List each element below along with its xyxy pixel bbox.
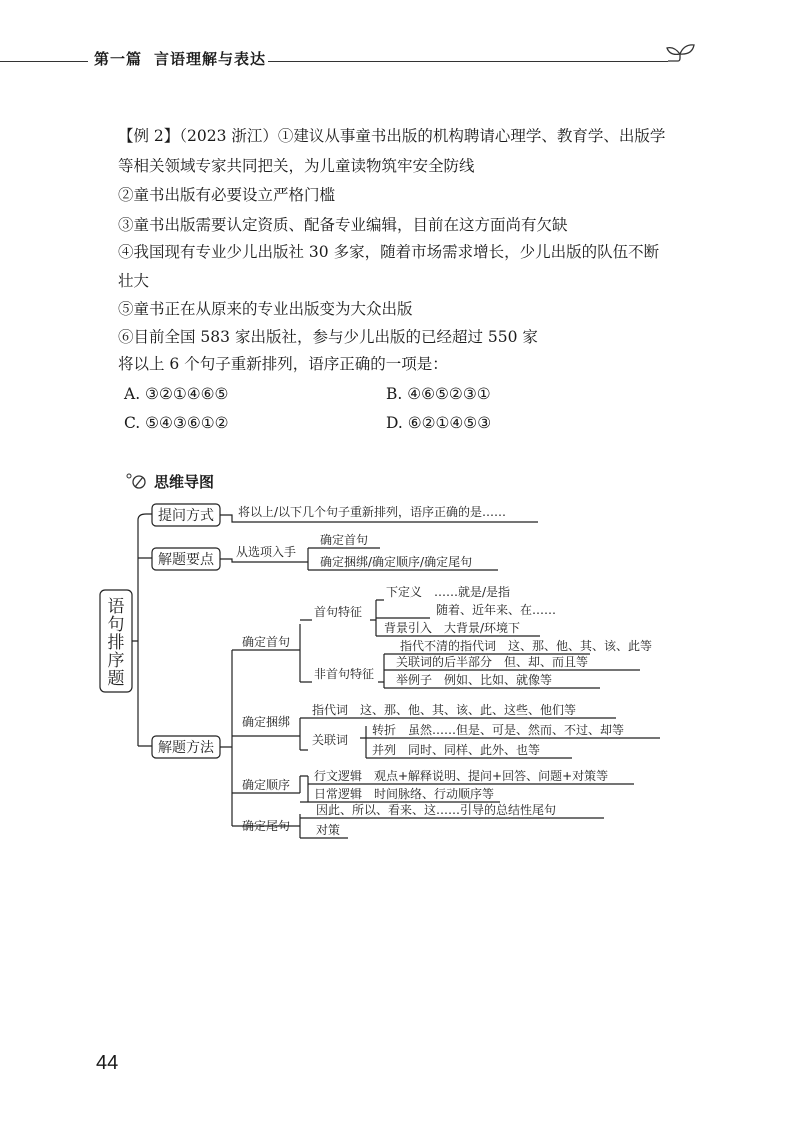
example-source: （2023 浙江）: [179, 127, 278, 145]
branch-1-text: 将以上/以下几个句子重新排列，语序正确的是……: [238, 505, 507, 519]
first-feat-title: 首句特征: [314, 605, 363, 619]
option-d: D. ⑥②①④⑤③: [386, 414, 492, 432]
branch-3-spine: [220, 650, 300, 826]
page-number: 44: [96, 1052, 119, 1074]
sentence-5: ⑤童书正在从原来的专业出版变为大众出版: [118, 300, 413, 318]
bind-pronoun: 指代词 这、那、他、其、该、此、这些、他们等: [312, 703, 577, 717]
bind-conj-title: 关联词: [312, 733, 349, 747]
sentence-4: ④我国现有专业少儿出版社 30 多家，随着市场需求增长，少儿出版的队伍不断: [118, 243, 660, 261]
root-char-3: 排: [107, 633, 125, 653]
order-item-1: 行文逻辑 观点+解释说明、提问+回答、问题+对策等: [314, 769, 609, 783]
branch-2-item-2: 确定捆绑/确定顺序/确定尾句: [320, 555, 473, 569]
conj-item-1: 转折 虽然……但是、可是、然而、不过、却等: [372, 723, 625, 737]
example-label: 【例 2】: [118, 127, 180, 145]
bind-title: 确定捆绑: [242, 715, 291, 729]
root-char-4: 序: [107, 651, 125, 671]
first-feat-item-3: 背景引入 大背景/环境下: [384, 621, 521, 635]
chapter-label: 第一篇: [94, 50, 143, 68]
branch-2-item-1: 确定首句: [320, 533, 369, 547]
root-char-5: 题: [107, 669, 125, 689]
order-item-2: 日常逻辑 时间脉络、行动顺序等: [314, 787, 495, 801]
sentence-1: ①建议从事童书出版的机构聘请心理学、教育学、出版学: [277, 127, 666, 145]
nonfirst-item-1: 指代不清的指代词 这、那、他、其、该、此等: [400, 639, 653, 653]
sentence-3: ③童书出版需要认定资质、配备专业编辑，目前在这方面尚有欠缺: [118, 216, 568, 234]
branch-2-title: 解题要点: [158, 552, 214, 568]
branch-1-title: 提问方式: [158, 508, 214, 524]
chapter-title: 言语理解与表达: [154, 50, 267, 68]
nonfirst-title: 非首句特征: [314, 667, 375, 681]
first-title: 确定首句: [242, 635, 291, 649]
sentence-4-cont: 壮大: [118, 272, 150, 290]
order-title: 确定顺序: [242, 778, 291, 792]
branch-3-title: 解题方法: [158, 740, 214, 756]
sentence-6: ⑥目前全国 583 家出版社，参与少儿出版的已经超过 550 家: [118, 328, 538, 346]
conj-item-2: 并列 同时、同样、此外、也等: [372, 743, 541, 757]
first-feat-item-2: 随着、近年来、在……: [436, 603, 557, 617]
root-char-1: 语: [107, 597, 125, 617]
last-item-2: 对策: [316, 823, 341, 837]
sentence-1-cont: 等相关领域专家共同把关，为儿童读物筑牢安全防线: [118, 157, 475, 175]
mindmap-heading-text: 思维导图: [154, 473, 215, 491]
branch-2-connector: 从选项入手: [236, 545, 297, 559]
first-sentence-links: [300, 620, 312, 682]
root-bracket: [132, 514, 152, 746]
last-item-1: 因此、所以、看来、这……引导的总结性尾句: [316, 803, 557, 817]
option-c: C. ⑤④③⑥①②: [124, 414, 229, 432]
nonfirst-item-2: 关联词的后半部分 但、却、而且等: [396, 655, 589, 669]
question-prompt: 将以上 6 个句子重新排列，语序正确的一项是：: [118, 355, 448, 373]
last-links: [300, 814, 604, 838]
root-char-2: 句: [107, 615, 125, 635]
last-title: 确定尾句: [242, 819, 291, 833]
nonfirst-item-3: 举例子 例如、比如、就像等: [396, 673, 553, 687]
sentence-2: ②童书出版有必要设立严格门槛: [118, 186, 336, 204]
first-feat-item-1: 下定义 ……就是/是指: [386, 585, 511, 599]
option-b: B. ④⑥⑤②③①: [386, 385, 491, 403]
option-a: A. ③②①④⑥⑤: [124, 385, 229, 403]
